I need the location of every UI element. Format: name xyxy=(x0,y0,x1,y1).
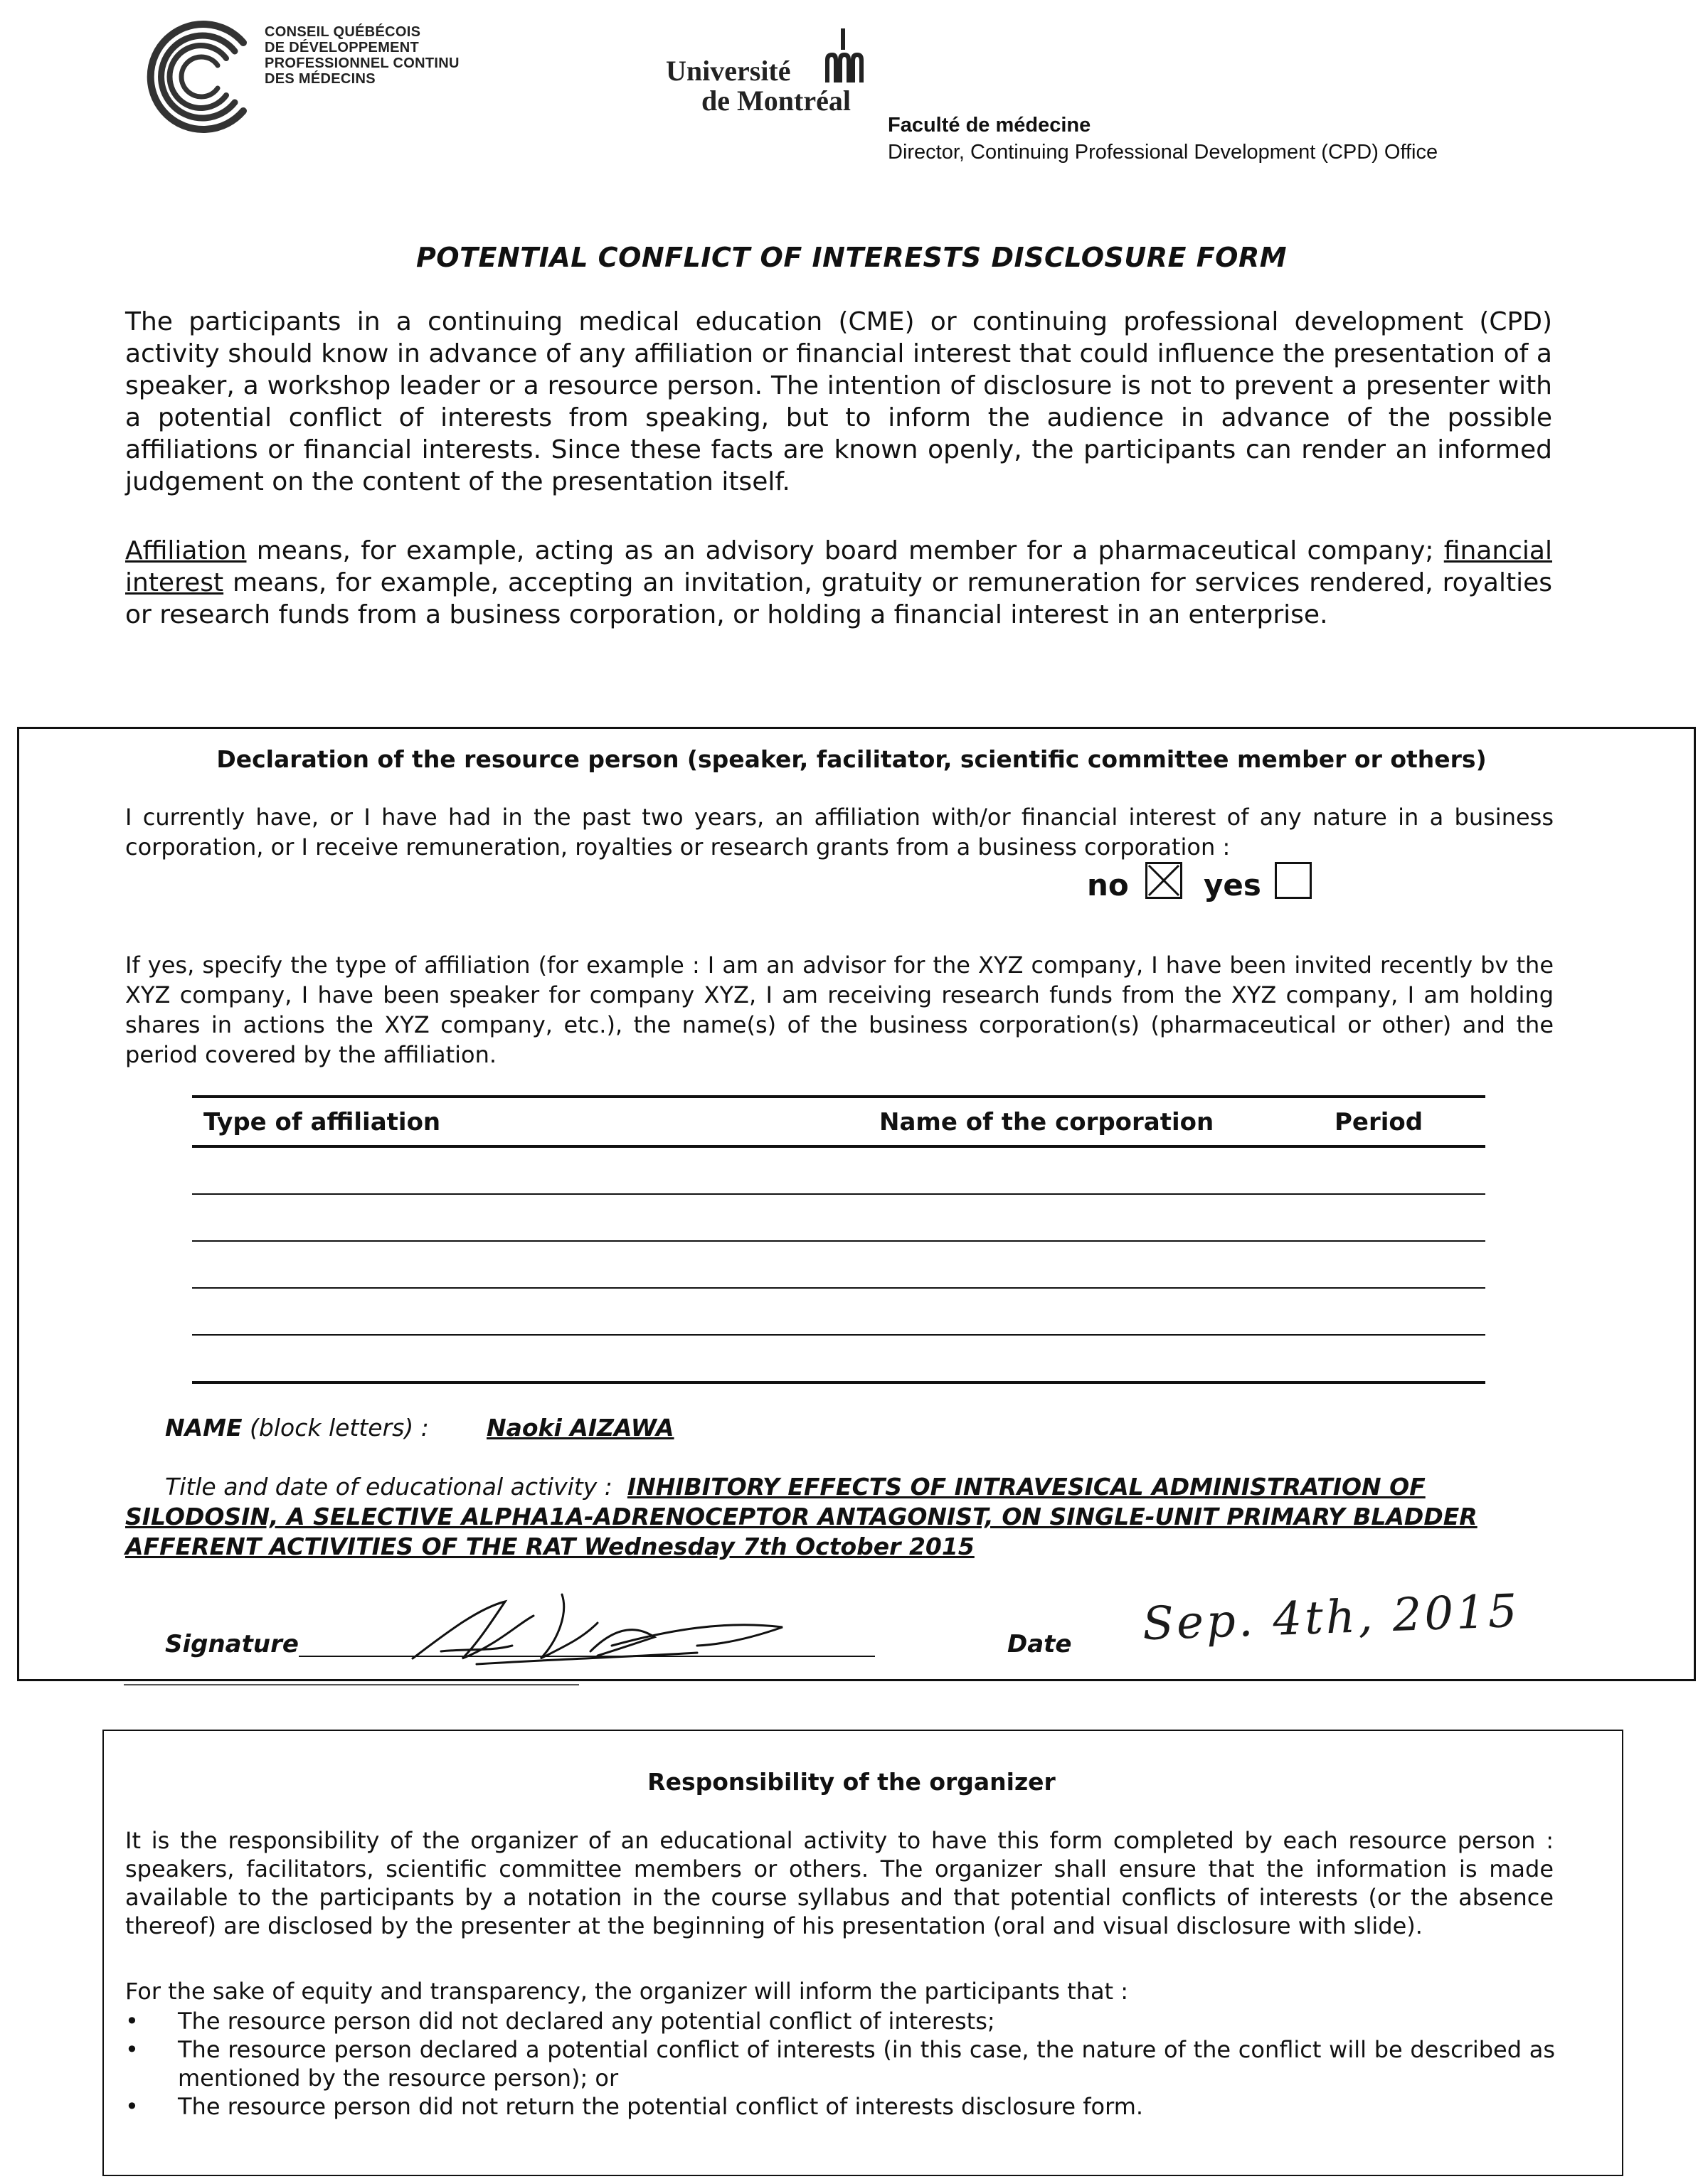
cq-logo-icon xyxy=(137,14,262,139)
organizer-inform-intro: For the sake of equity and transparency, the organizer will inform the participants that : xyxy=(125,1978,1129,2005)
table-row-line[interactable] xyxy=(192,1287,1485,1289)
signature-underline xyxy=(124,1684,579,1685)
table-row-line[interactable] xyxy=(192,1334,1485,1336)
cq-line: DES MÉDECINS xyxy=(265,71,376,87)
activity-block xyxy=(125,1472,1555,1562)
list-item: • The resource person did not declared any potential conflict of interests; xyxy=(125,2007,1555,2035)
definition-affiliation: means, for example, acting as an advisory board member for a pharmaceutical company; xyxy=(246,536,1444,565)
name-label-strong: NAME xyxy=(165,1414,243,1442)
organizer-paragraph: It is the responsibility of the organizer of an educational activity to have this form completed by each resource person : speakers, facilitators, scientific committee members or others. The organizer shall ensure that the information is made available to the participants by a notation in the course syllabus and that potential conflicts of interests (or the absence thereof) are disclosed by the presenter at the beginning of his presentation (oral and visual disclosure with slide). xyxy=(125,1827,1554,1939)
udem-crest-icon xyxy=(822,28,865,82)
name-label xyxy=(165,1414,429,1442)
no-checkbox[interactable] xyxy=(1145,862,1182,899)
list-item: • The resource person declared a potential conflict of interests (in this case, the nature of the conflict will be described as mentioned by the resource person); or xyxy=(125,2035,1555,2092)
date-value[interactable]: Sep. 4th, 2015 xyxy=(1141,1584,1521,1651)
definitions-paragraph xyxy=(125,535,1552,631)
col-name-of-corporation: Name of the corporation xyxy=(879,1108,1214,1136)
col-period: Period xyxy=(1335,1108,1423,1136)
col-type-of-affiliation: Type of affiliation xyxy=(203,1108,441,1136)
if-yes-instructions: If yes, specify the type of affiliation (for example : I am an advisor for the XYZ company, I have been invited recently bv the XYZ company, I have been speaker for company XYZ, I am receiving research funds from the XYZ company, I am holding shares in actions the XYZ company, etc.), the name(s) of the business corporation(s) (pharmaceutical or other) and the period covered by the affiliation. xyxy=(125,952,1554,1068)
activity-value[interactable]: INHIBITORY EFFECTS OF INTRAVESICAL ADMINISTRATION OF SILODOSIN, A SELECTIVE ALPHA1A-ADRENOCEPTOR ANTAGONIST, ON SINGLE-UNIT PRIMARY BLADDER AFFERENT ACTIVITIES OF THE RAT Wednesday 7th October 2015 xyxy=(125,1473,1477,1560)
name-label-hint: (block letters) : xyxy=(242,1414,429,1442)
definition-financial-interest: means, for example, accepting an invitation, gratuity or remuneration for services rendered, royalties or research funds from a business corporation, or holding a financial interest in an enterprise. xyxy=(125,568,1552,629)
declaration-heading: Declaration of the resource person (speaker, facilitator, scientific committee member or others) xyxy=(216,745,1487,773)
form-title: POTENTIAL CONFLICT OF INTERESTS DISCLOSURE FORM xyxy=(415,242,1288,273)
yes-label: yes xyxy=(1204,868,1261,902)
udem-name-line1: Université xyxy=(666,55,791,87)
signature-label: Signature xyxy=(165,1630,299,1658)
faculty-name: Faculté de médecine xyxy=(888,114,1091,137)
list-item: • The resource person did not return the potential conflict of interests disclosure form. xyxy=(125,2092,1555,2121)
table-row-line[interactable] xyxy=(192,1193,1485,1195)
checked-x-icon xyxy=(1147,864,1180,897)
table-header-rule xyxy=(192,1145,1485,1148)
table-top-rule xyxy=(192,1095,1485,1098)
table-bottom-rule xyxy=(192,1381,1485,1384)
term-affiliation: Affiliation xyxy=(125,536,247,565)
activity-label: Title and date of educational activity : xyxy=(165,1473,612,1501)
cq-line: PROFESSIONNEL CONTINU xyxy=(265,55,460,71)
name-value[interactable]: Naoki AIZAWA xyxy=(487,1414,674,1442)
date-label: Date xyxy=(1007,1630,1072,1658)
cq-line: DE DÉVELOPPEMENT xyxy=(265,40,420,55)
office-name: Director, Continuing Professional Development (CPD) Office xyxy=(888,141,1438,164)
intro-paragraph: The participants in a continuing medical education (CME) or continuing professional development (CPD) activity should know in advance of any affiliation or financial interest that could influence the presentation of a speaker, a workshop leader or a resource person. The intention of disclosure is not to prevent a presenter with a potential conflict of interests from speaking, but to inform the audience in advance of the possible affiliations or financial interests. Since these facts are known openly, the participants can render an informed judgement on the content of the presentation itself. xyxy=(125,307,1552,496)
declaration-statement: I currently have, or I have had in the past two years, an affiliation with/or financial interest of any nature in a business corporation, or I receive remuneration, royalties or research grants from a business corporation : xyxy=(125,804,1554,861)
no-label: no xyxy=(1087,868,1129,902)
signature-scribble-icon xyxy=(398,1580,797,1680)
udem-name-line2: de Montréal xyxy=(701,85,851,117)
organizer-bullet-list xyxy=(125,2007,1555,2121)
table-row-line[interactable] xyxy=(192,1240,1485,1242)
cq-line: CONSEIL QUÉBÉCOIS xyxy=(265,24,421,40)
term-financial-interest: financial interest xyxy=(125,536,1552,597)
cq-logo-text xyxy=(265,24,478,87)
yes-checkbox[interactable] xyxy=(1275,862,1312,899)
organizer-heading: Responsibility of the organizer xyxy=(647,1768,1056,1796)
